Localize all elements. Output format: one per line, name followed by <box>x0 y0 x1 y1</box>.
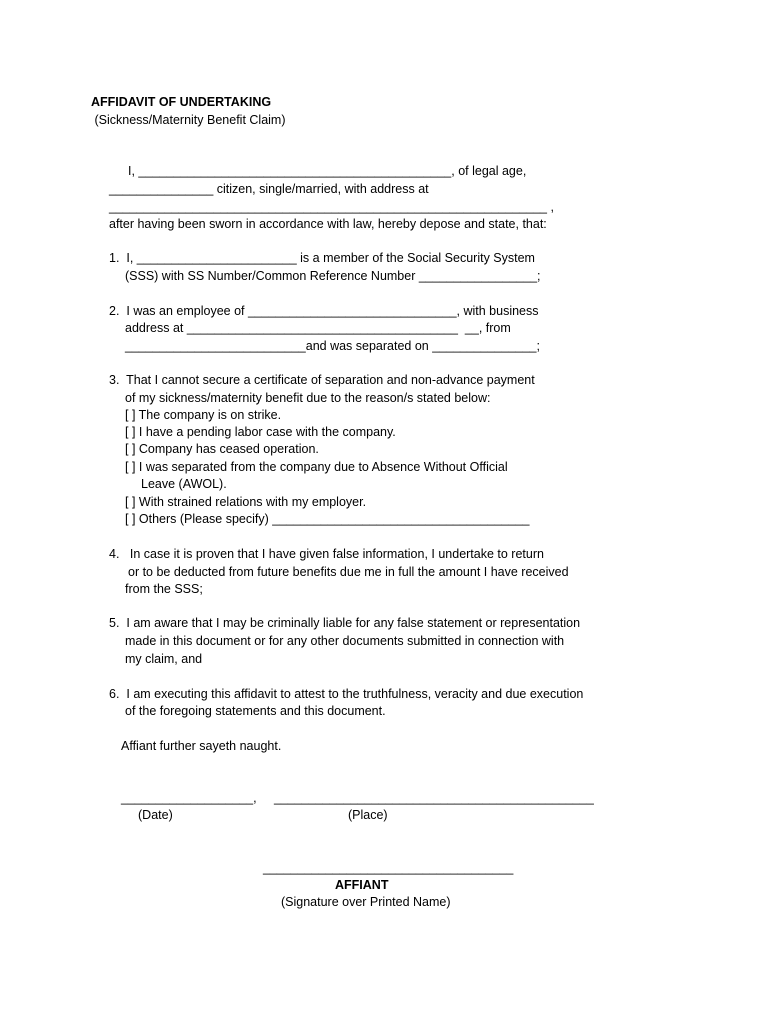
item1-line-1: 1. I, _______________________ is a member of the Social Security System <box>109 251 535 265</box>
item3-option-awol-cont: Leave (AWOL). <box>141 477 227 491</box>
item3-option-others: [ ] Others (Please specify) _____________________________________ <box>125 512 530 526</box>
affiant-sublabel: (Signature over Printed Name) <box>281 895 451 909</box>
item1-line-2: (SSS) with SS Number/Common Reference Number _________________; <box>125 269 541 283</box>
item2-line-1: 2. I was an employee of ______________________________, with business <box>109 304 539 318</box>
item4-line-1: 4. In case it is proven that I have given false information, I undertake to return <box>109 547 544 561</box>
item4-line-3: from the SSS; <box>125 582 203 596</box>
place-blank: ______________________________________________ <box>274 791 594 805</box>
place-label: (Place) <box>348 808 388 822</box>
item6-line-1: 6. I am executing this affidavit to attest to the truthfulness, veracity and due execution <box>109 687 584 701</box>
item3-option-ceased: [ ] Company has ceased operation. <box>125 442 319 456</box>
item5-line-3: my claim, and <box>125 652 203 666</box>
item3-line-2: of my sickness/maternity benefit due to the reason/s stated below: <box>125 391 491 405</box>
item3-option-strained: [ ] With strained relations with my employer. <box>125 495 367 509</box>
item3-option-labor-case: [ ] I have a pending labor case with the company. <box>125 425 396 439</box>
intro-line-3: _______________________________________________________________ , <box>109 200 554 214</box>
item4-line-2: or to be deducted from future benefits due me in full the amount I have received <box>128 565 569 579</box>
date-label: (Date) <box>138 808 173 822</box>
intro-line-4: after having been sworn in accordance with law, hereby depose and state, that: <box>109 217 547 231</box>
item3-option-awol: [ ] I was separated from the company due to Absence Without Official <box>125 460 508 474</box>
date-blank: ___________________, <box>121 791 257 805</box>
intro-line-2: _______________ citizen, single/married, with address at <box>109 182 429 196</box>
item5-line-1: 5. I am aware that I may be criminally liable for any false statement or representation <box>109 616 581 630</box>
item2-line-3: __________________________and was separated on _______________; <box>125 339 540 353</box>
intro-line-1: I, _____________________________________________, of legal age, <box>128 164 527 178</box>
closing-statement: Affiant further sayeth naught. <box>121 739 282 753</box>
document-subtitle: (Sickness/Maternity Benefit Claim) <box>91 113 286 127</box>
item5-line-2: made in this document or for any other documents submitted in connection with <box>125 634 565 648</box>
item6-line-2: of the foregoing statements and this document. <box>125 704 386 718</box>
item3-option-strike: [ ] The company is on strike. <box>125 408 282 422</box>
item3-line-1: 3. That I cannot secure a certificate of separation and non-advance payment <box>109 373 535 387</box>
item2-line-2: address at _______________________________________ __, from <box>125 321 511 335</box>
affiant-signature-line: ____________________________________ <box>263 861 514 875</box>
affiant-label: AFFIANT <box>335 878 389 892</box>
document-title: AFFIDAVIT OF UNDERTAKING <box>91 95 272 109</box>
